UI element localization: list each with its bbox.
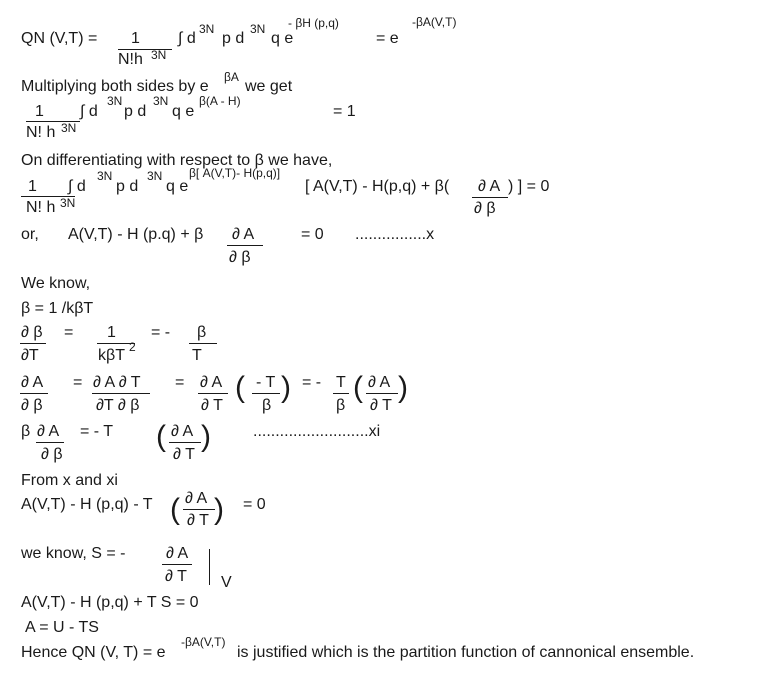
one-exponent: β(A - H) (199, 94, 241, 108)
dbdt-f2-den: kβT (98, 347, 125, 364)
entropy-sub: V (221, 574, 232, 591)
xi-tag: ..........................xi (253, 423, 381, 440)
one-numer: 1 (35, 103, 44, 120)
chain-f2-num: ∂ A ∂ T (93, 374, 141, 391)
dbdt-f1-num: ∂ β (21, 324, 43, 341)
chain-f6-den: ∂ T (370, 397, 392, 414)
chain-f6-num: ∂ A (368, 374, 391, 391)
xi-frac-bar (36, 442, 64, 443)
chain-f6-bar (366, 393, 398, 394)
dbdt-f3-num: β (197, 324, 207, 341)
chain-eq3: = - (302, 374, 322, 391)
xi-frac-num: ∂ A (37, 423, 60, 440)
x-lead: or, (21, 226, 39, 243)
x-frac-num: ∂ A (232, 226, 255, 243)
entropy-body: we know, S = - (21, 545, 126, 562)
chain-f3-den: ∂ T (201, 397, 223, 414)
eq-a: A = U - TS (25, 619, 99, 636)
dbdt-f2-den-sup: 2 (129, 340, 136, 354)
entropy-frac-bar (162, 564, 192, 565)
chain-f3-num: ∂ A (200, 374, 223, 391)
one-integral: ∫ d (80, 103, 98, 120)
dbdt-f2-num: 1 (107, 324, 116, 341)
conclusion-lead: Hence QN (V, T) = e (21, 644, 166, 661)
diff-text: On differentiating with respect to β we have, (21, 152, 333, 169)
chain-f3-bar (198, 393, 228, 394)
chain-f1-num: ∂ A (21, 374, 44, 391)
diff-frac-num: ∂ A (478, 178, 501, 195)
combine-frac-den: ∂ T (187, 512, 209, 529)
mult-sup: βA (224, 70, 239, 84)
xi-right-paren: ) (201, 420, 211, 453)
chain-f2-den: ∂T ∂ β (96, 397, 140, 414)
diff-p: p d (116, 178, 139, 195)
diff-sup2: 3N (147, 169, 163, 183)
mult-text: Multiplying both sides by e (21, 78, 209, 95)
x-tag: ................x (355, 226, 435, 243)
q-exponent: - βH (p,q) (288, 16, 339, 30)
combine-left-paren: ( (170, 493, 180, 526)
x-frac-bar (227, 245, 263, 246)
chain-f2-bar (92, 393, 150, 394)
from-text: From x and xi (21, 472, 118, 489)
chain-left-paren2: ( (353, 371, 363, 404)
q-denom-sup: 3N (151, 48, 167, 62)
combine-body: A(V,T) - H (p,q) - T (21, 496, 153, 513)
entropy-frac-den: ∂ T (165, 568, 187, 585)
diff-bracket: [ A(V,T) - H(p,q) + β( (305, 178, 450, 195)
chain-eq2: = (175, 374, 185, 391)
chain-f5-num: T (336, 374, 346, 391)
conclusion-sup: -βA(V,T) (181, 635, 226, 649)
dbdt-f1-bar (20, 343, 46, 344)
q-p: p d (222, 30, 245, 47)
chain-right-paren2: ) (398, 371, 408, 404)
x-frac-den: ∂ β (229, 249, 251, 266)
chain-f1-bar (20, 393, 48, 394)
xi-f2-den: ∂ T (173, 446, 195, 463)
xi-eq: = - T (80, 423, 114, 440)
diff-tail: ) ] = 0 (508, 178, 550, 195)
one-p: p d (124, 103, 147, 120)
one-rhs: = 1 (333, 103, 356, 120)
combine-right-paren: ) (214, 493, 224, 526)
xi-f2-bar (169, 442, 201, 443)
q-denom: N!h (118, 51, 143, 68)
diff-exponent: β[ A(V,T)- H(p,q)] (189, 166, 281, 180)
dbdt-f1-den: ∂T (21, 347, 39, 364)
chain-f4-den: β (262, 397, 272, 414)
dbdt-eq2: = - (151, 324, 171, 341)
one-denom-sup: 3N (61, 121, 77, 135)
diff-integral: ∫ d (68, 178, 86, 195)
x-rhs: = 0 (301, 226, 324, 243)
dbdt-f3-den: T (192, 347, 202, 364)
chain-left-paren: ( (235, 371, 245, 404)
beta-definition: β = 1 /kβT (21, 300, 94, 317)
xi-frac-den: ∂ β (41, 446, 63, 463)
we-know-label: We know, (21, 275, 91, 292)
dbdt-eq1: = (64, 324, 74, 341)
x-body: A(V,T) - H (p.q) + β (68, 226, 204, 243)
chain-right-paren: ) (281, 371, 291, 404)
q-numer: 1 (131, 30, 140, 47)
diff-frac-den: ∂ β (474, 200, 496, 217)
diff-sup1: 3N (97, 169, 113, 183)
q-integral: ∫ d (178, 30, 196, 47)
q-sup1: 3N (199, 22, 215, 36)
xi-f2-num: ∂ A (171, 423, 194, 440)
chain-f4-num: - T (256, 374, 276, 391)
q-q: q e (271, 30, 294, 47)
one-denom: N! h (26, 124, 56, 141)
q-lhs: QN (V,T) = (21, 30, 98, 47)
combine-frac-bar (183, 509, 215, 510)
mult-tail: we get (245, 78, 293, 95)
chain-f5-bar (333, 393, 349, 394)
chain-f1-den: ∂ β (21, 397, 43, 414)
diff-denom-sup: 3N (60, 196, 76, 210)
conclusion-tail: is justified which is the partition function of cannonical ensemble. (237, 644, 695, 661)
one-sup2: 3N (153, 94, 169, 108)
one-sup1: 3N (107, 94, 123, 108)
entropy-frac-num: ∂ A (166, 545, 189, 562)
one-q: q e (172, 103, 195, 120)
diff-denom: N! h (26, 199, 56, 216)
combine-frac-num: ∂ A (185, 490, 208, 507)
chain-eq1: = (73, 374, 83, 391)
q-exponent2: -βA(V,T) (412, 15, 457, 29)
diff-q: q e (166, 178, 189, 195)
q-sup2: 3N (250, 22, 266, 36)
dbdt-f3-bar (189, 343, 217, 344)
xi-beta: β (21, 423, 31, 440)
q-eq: = e (376, 30, 399, 47)
entropy-eval-bar (209, 549, 210, 585)
xi-left-paren: ( (156, 420, 166, 453)
diff-numer: 1 (28, 178, 37, 195)
chain-f5-den: β (336, 397, 346, 414)
diff-frac-bar (472, 197, 508, 198)
chain-f4-bar (252, 393, 280, 394)
eq-ts: A(V,T) - H (p,q) + T S = 0 (21, 594, 199, 611)
combine-rhs: = 0 (243, 496, 266, 513)
